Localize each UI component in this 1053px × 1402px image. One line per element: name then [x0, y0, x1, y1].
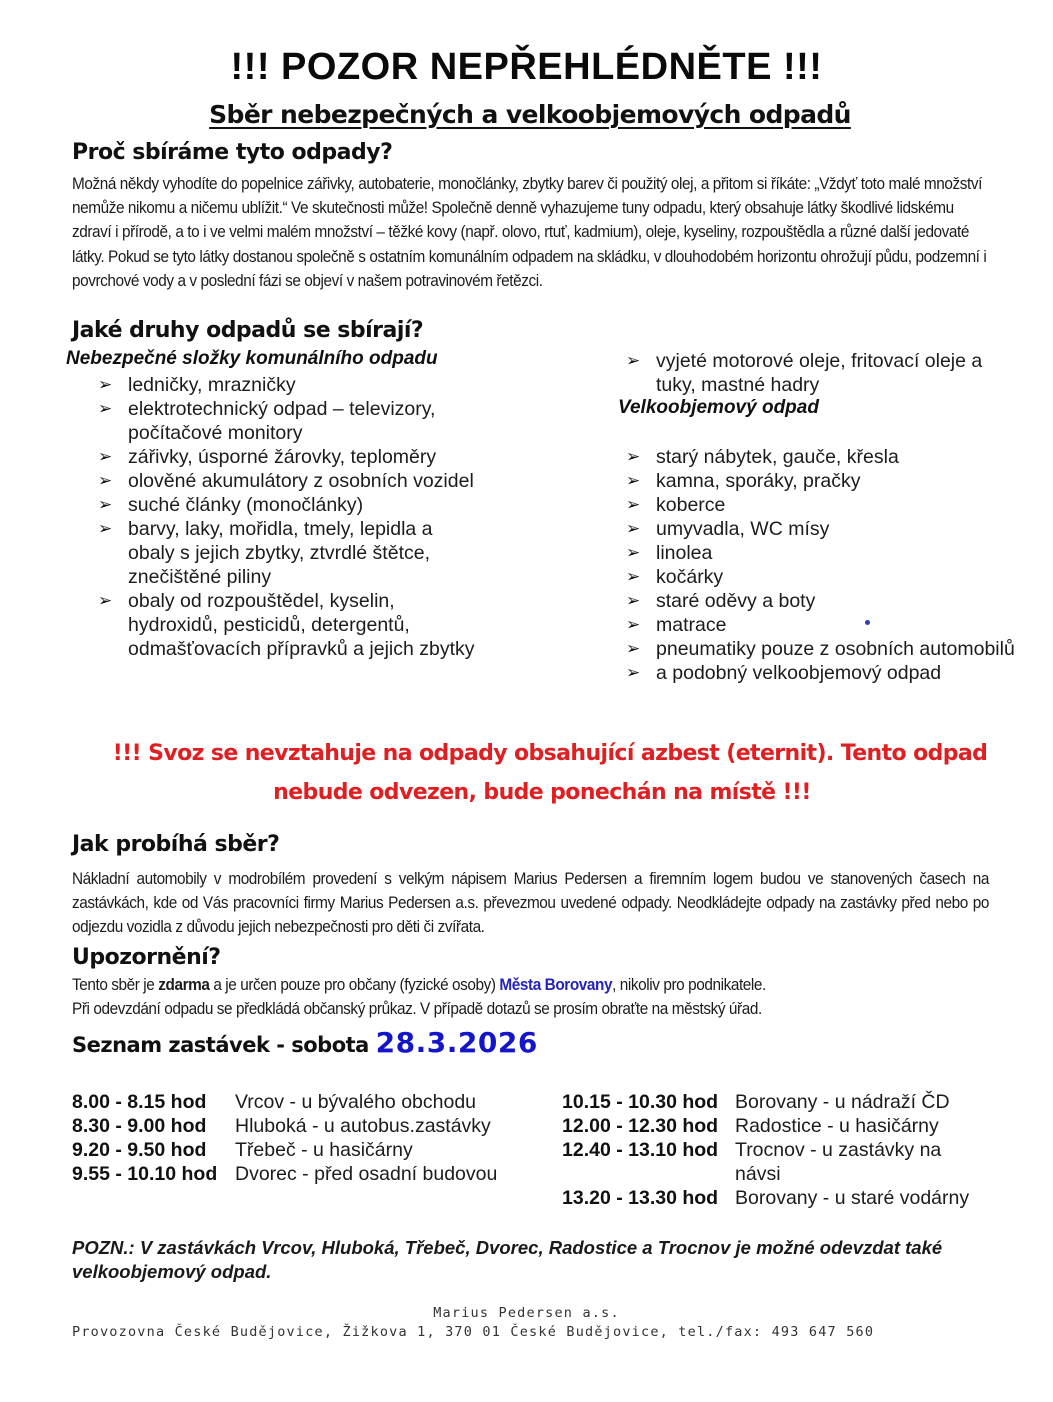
- asbestos-warning-line1: !!! Svoz se nevztahuje na odpady obsahující azbest (eternit). Tento odpad: [112, 741, 988, 766]
- list-item: [98, 373, 478, 397]
- stops-right: [562, 1090, 1012, 1210]
- list-item-text: pneumatiky pouze z osobních automobilů: [656, 638, 1015, 660]
- list-item-text: umyvadla, WC mísy: [656, 518, 830, 540]
- stop-row: [72, 1162, 532, 1186]
- arrow-bullet-icon: ➢: [626, 567, 641, 586]
- stop-time: 9.55 - 10.10 hod: [72, 1163, 218, 1185]
- stop-time: 10.15 - 10.30 hod: [562, 1091, 719, 1113]
- footer-company: Marius Pedersen a.s.: [433, 1305, 620, 1321]
- arrow-bullet-icon: ➢: [626, 471, 641, 490]
- list-item: [626, 565, 1016, 589]
- arrow-bullet-icon: ➢: [98, 519, 113, 538]
- list-item: [98, 493, 478, 517]
- list-item-text: olověné akumulátory z osobních vozidel: [128, 470, 474, 492]
- arrow-bullet-icon: ➢: [626, 447, 641, 466]
- stop-time: 8.30 - 9.00 hod: [72, 1115, 207, 1137]
- notice-town: Města Borovany: [499, 976, 613, 994]
- stop-row: [562, 1114, 1012, 1138]
- list-item-text: vyjeté motorové oleje, fritovací oleje a tuky, mastné hadry: [656, 350, 983, 396]
- schedule-title: [72, 1026, 538, 1059]
- asbestos-warning-line2: nebude odvezen, bude ponechán na místě !!!: [273, 780, 811, 805]
- list-item: [626, 517, 1016, 541]
- stop-time: 9.20 - 9.50 hod: [72, 1139, 207, 1161]
- list-item-text: obaly od rozpouštědel, kyselin, hydroxidů, pesticidů, detergentů, odmašťovacích přípravků a jejich zbytky: [128, 590, 475, 660]
- bulky-list: [626, 445, 1016, 685]
- notice-line1-c: , nikoliv pro podnikatele.: [612, 976, 766, 994]
- arrow-bullet-icon: ➢: [98, 471, 113, 490]
- how-text: Nákladní automobily v modrobílém provedení s velkým nápisem Marius Pedersen a firemním logem budou ve stanovených časech na zastávkách, kde od Vás pracovníci firmy Marius Pedersen a.s. převezmou uvedené odpady. Neodkládejte odpady na zastávky před nebo po odjezdu vozidla z důvodu jejich nebezpečnosti pro děti či zvířata.: [72, 870, 989, 937]
- stop-time: 13.20 - 13.30 hod: [562, 1187, 719, 1209]
- arrow-bullet-icon: ➢: [98, 495, 113, 514]
- list-item-text: linolea: [656, 542, 713, 564]
- list-item-text: barvy, laky, mořidla, tmely, lepidla a obaly s jejich zbytky, ztvrdlé štětce, znečištěné piliny: [128, 518, 433, 588]
- list-item: [98, 469, 478, 493]
- stray-dot: [865, 620, 870, 625]
- stop-place: Borovany - u staré vodárny: [735, 1187, 970, 1209]
- list-item: [98, 589, 478, 661]
- stop-row: [72, 1138, 532, 1162]
- schedule-label: Seznam zastávek - sobota: [72, 1033, 376, 1057]
- notice-line1-a: Tento sběr je: [72, 976, 159, 994]
- list-item-text: kočárky: [656, 566, 724, 588]
- notice-line1-b: a je určen pouze pro občany (fyzické osoby): [209, 976, 500, 994]
- list-item: [626, 445, 1016, 469]
- list-item: [626, 469, 1016, 493]
- arrow-bullet-icon: ➢: [626, 639, 641, 658]
- list-item-text: staré oděvy a boty: [656, 590, 816, 612]
- list-item-text: suché články (monočlánky): [128, 494, 364, 516]
- arrow-bullet-icon: ➢: [98, 375, 113, 394]
- stop-place: Vrcov - u bývalého obchodu: [235, 1091, 477, 1113]
- list-item: [626, 349, 1016, 397]
- stop-time: 12.40 - 13.10 hod: [562, 1139, 719, 1161]
- arrow-bullet-icon: ➢: [626, 351, 641, 370]
- stop-place: Borovany - u nádraží ČD: [735, 1091, 950, 1113]
- why-heading: Proč sbíráme tyto odpady?: [72, 140, 393, 165]
- stop-row: [72, 1114, 532, 1138]
- hazardous-list-continued: [626, 349, 1016, 397]
- footer-address: Provozovna České Budějovice, Žižkova 1, 370 01 České Budějovice, tel./fax: 493 647 560: [72, 1324, 875, 1340]
- notice-free: zdarma: [158, 976, 210, 994]
- schedule-date: 28.3.2026: [375, 1026, 538, 1059]
- list-item-text: a podobný velkoobjemový odpad: [656, 662, 942, 684]
- stop-row: [562, 1186, 1012, 1210]
- list-item: [626, 637, 1016, 661]
- how-heading: Jak probíhá sběr?: [72, 832, 280, 857]
- page-title: !!! POZOR NEPŘEHLÉDNĚTE !!!: [230, 46, 823, 88]
- list-item: [626, 589, 1016, 613]
- arrow-bullet-icon: ➢: [626, 615, 641, 634]
- stops-left: [72, 1090, 532, 1186]
- stop-time: 8.00 - 8.15 hod: [72, 1091, 207, 1113]
- arrow-bullet-icon: ➢: [98, 447, 113, 466]
- list-item-text: koberce: [656, 494, 726, 516]
- list-item-text: zářivky, úsporné žárovky, teploměry: [128, 446, 437, 468]
- list-item-text: matrace: [656, 614, 727, 636]
- notice-heading: Upozornění?: [72, 945, 221, 970]
- note: POZN.: V zastávkách Vrcov, Hluboká, Třebeč, Dvorec, Radostice a Trocnov je možné odevzdat také velkoobjemový odpad.: [72, 1237, 943, 1282]
- stop-place: Radostice - u hasičárny: [735, 1115, 939, 1137]
- stop-row: [562, 1138, 1012, 1186]
- arrow-bullet-icon: ➢: [626, 543, 641, 562]
- list-item: [626, 493, 1016, 517]
- notice-text: [72, 973, 992, 1021]
- list-item: [626, 661, 1016, 685]
- arrow-bullet-icon: ➢: [626, 495, 641, 514]
- list-item: [626, 613, 1016, 637]
- stop-place: Hluboká - u autobus.zastávky: [235, 1115, 491, 1137]
- stop-time: 12.00 - 12.30 hod: [562, 1115, 719, 1137]
- stop-place: Dvorec - před osadní budovou: [235, 1163, 498, 1185]
- page-subtitle: Sběr nebezpečných a velkoobjemových odpadů: [209, 100, 851, 129]
- list-item: [98, 517, 478, 589]
- list-item-text: kamna, sporáky, pračky: [656, 470, 861, 492]
- arrow-bullet-icon: ➢: [98, 399, 113, 418]
- arrow-bullet-icon: ➢: [98, 591, 113, 610]
- hazardous-list: [98, 373, 478, 661]
- hazardous-heading: Nebezpečné složky komunálního odpadu: [66, 348, 438, 369]
- stop-place: Trocnov - u zastávky na návsi: [735, 1139, 942, 1185]
- stop-row: [562, 1090, 1012, 1114]
- why-text: Možná někdy vyhodíte do popelnice zářivky, autobaterie, monočlánky, zbytky barev či použitý olej, a přitom si říkáte: „Vždyť toto malé množství nemůže nikomu a ničemu ublížit.“ Ve skutečnosti může! Společně denně vyhazujeme tuny odpadu, který obsahuje látky škodlivé lidskému zdraví i přírodě, a to i ve velmi malém množství – těžké kovy (např. olovo, rtuť, kadmium), oleje, kyseliny, rozpouštědla a různé další jedovaté látky. Pokud se tyto látky dostanou společně s ostatním komunálním odpadem na skládku, v dlouhodobém horizontu ohrožují půdu, podzemní i povrchové vody a v poslední fázi se objeví v našem potravinovém řetězci.: [72, 175, 987, 290]
- arrow-bullet-icon: ➢: [626, 519, 641, 538]
- list-item: [98, 445, 478, 469]
- arrow-bullet-icon: ➢: [626, 663, 641, 682]
- notice-line2: Při odevzdání odpadu se předkládá občanský průkaz. V případě dotazů se prosím obraťte na městský úřad.: [72, 1000, 762, 1019]
- bulky-heading: Velkoobjemový odpad: [618, 397, 819, 418]
- list-item: [98, 397, 478, 445]
- list-item-text: starý nábytek, gauče, křesla: [656, 446, 899, 468]
- stop-place: Třebeč - u hasičárny: [235, 1139, 413, 1161]
- arrow-bullet-icon: ➢: [626, 591, 641, 610]
- list-item-text: elektrotechnický odpad – televizory, počítačové monitory: [128, 398, 436, 444]
- list-item: [626, 541, 1016, 565]
- types-heading: Jaké druhy odpadů se sbírají?: [72, 318, 424, 343]
- stop-row: [72, 1090, 532, 1114]
- list-item-text: ledničky, mrazničky: [128, 374, 296, 396]
